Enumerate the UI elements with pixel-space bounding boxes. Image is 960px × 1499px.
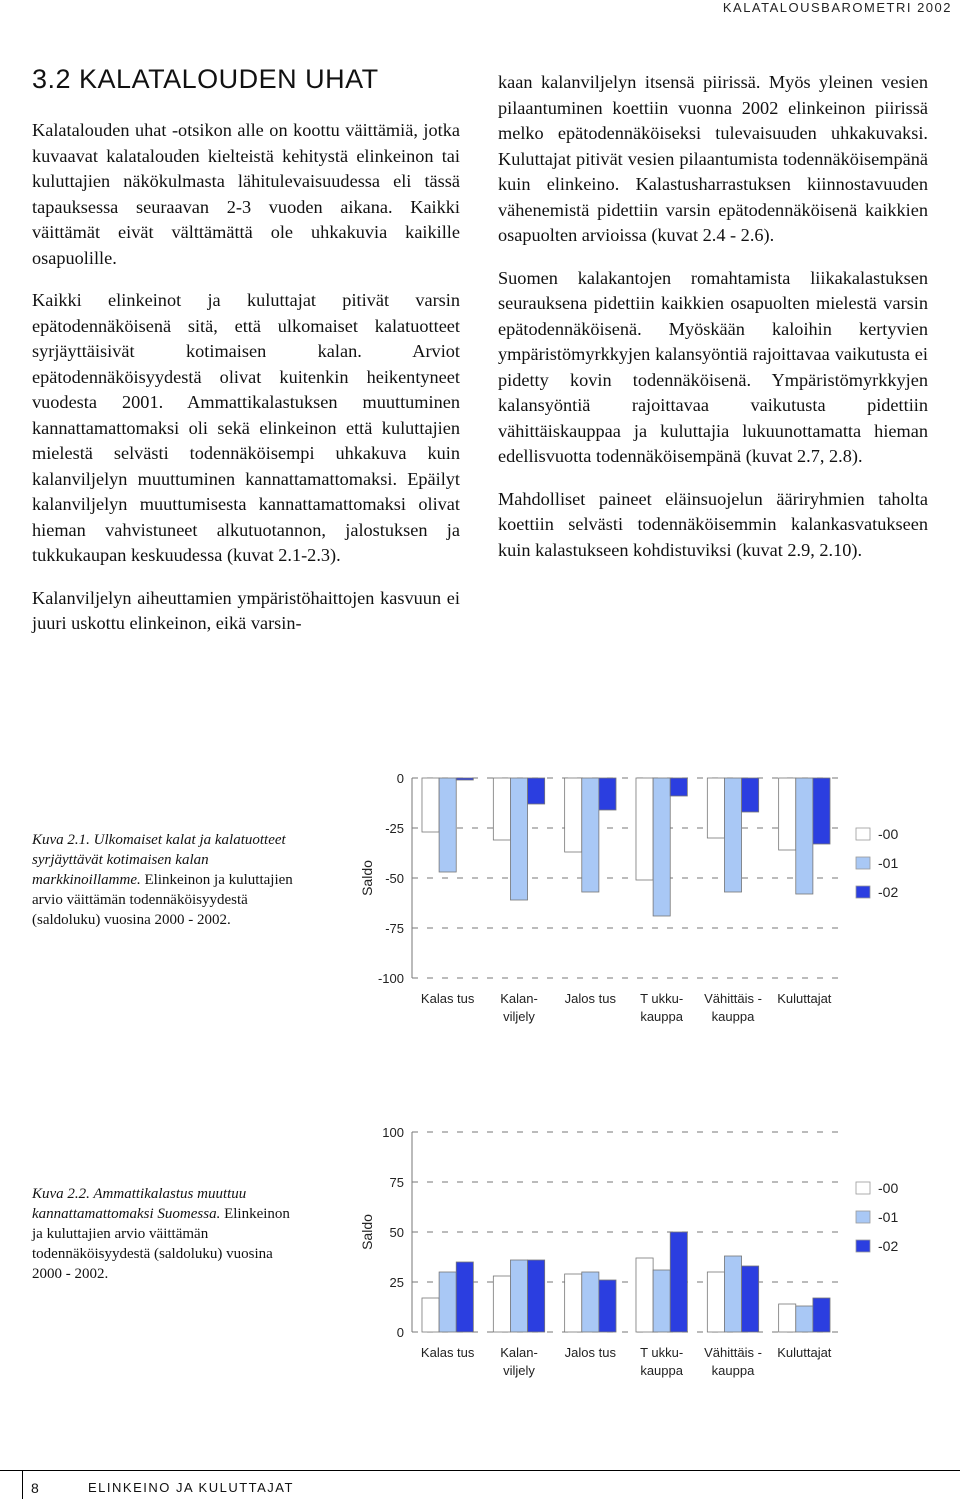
running-header: KALATALOUSBAROMETRI 2002 bbox=[722, 0, 952, 15]
bar bbox=[456, 1262, 473, 1332]
figure2-caption-body: Elinkeinon ja kuluttajien arvio väittämän todennäköisyydestä (saldoluku) vuosina 2000 - 2002. bbox=[32, 1206, 290, 1282]
legend-label: -02 bbox=[878, 1238, 899, 1254]
category-label: viljely bbox=[503, 1009, 535, 1024]
category-label: Kalan- bbox=[500, 1345, 538, 1360]
y-tick-label: 100 bbox=[382, 1125, 404, 1140]
category-label: viljely bbox=[503, 1363, 535, 1378]
bar bbox=[510, 1260, 527, 1332]
bar bbox=[439, 1272, 456, 1332]
category-label: Jalos tus bbox=[564, 991, 616, 1006]
category-label: Kuluttajat bbox=[777, 1345, 832, 1360]
y-axis-title: Saldo bbox=[359, 1214, 375, 1250]
paragraph: Kalanviljelyn aiheuttamien ympäristöhaittojen kasvuun ei juuri uskottu elinkeinon, eikä varsin- bbox=[32, 587, 460, 633]
y-tick-label: 75 bbox=[389, 1175, 404, 1190]
bar bbox=[742, 1266, 759, 1332]
category-label: kauppa bbox=[711, 1363, 755, 1378]
bar bbox=[813, 1298, 830, 1332]
bar bbox=[528, 1260, 545, 1332]
category-label: Vähittäis - bbox=[704, 1345, 762, 1360]
category-label: Kalan- bbox=[500, 991, 538, 1006]
bar bbox=[724, 1256, 741, 1332]
bar bbox=[670, 1232, 687, 1332]
bar bbox=[779, 1304, 796, 1332]
legend-swatch bbox=[856, 1240, 870, 1252]
category-label: kauppa bbox=[640, 1363, 683, 1378]
legend-label: -01 bbox=[878, 1209, 899, 1225]
paragraph: Mahdolliset paineet eläinsuojelun ääriryhmien taholta koettiin selvästi todennäköisemmin kalankasvatukseen kuin kalastukseen kohdistuviksi (kuvat 2.9, 2.10). bbox=[498, 488, 928, 560]
y-tick-label: 0 bbox=[396, 1325, 404, 1340]
y-tick-label: 0 bbox=[396, 771, 404, 786]
legend-label: -00 bbox=[878, 1180, 899, 1196]
y-tick-label: -100 bbox=[377, 971, 404, 986]
bar bbox=[493, 1276, 510, 1332]
page-number: 8 bbox=[31, 1480, 39, 1496]
paragraph: Kalatalouden uhat -otsikon alle on koottu väittämiä, jotka kuvaavat kalatalouden kielteistä kehitystä elinkeinon tai kuluttajien näkökulmasta lähitulevaisuudessa eli tässä tapauksessa seuraavan 2-3 vuoden aikana. Kaikki väittämät eivät välttämättä ole uhkakuvia kaikille osapuolille. bbox=[32, 120, 460, 268]
bar bbox=[582, 1272, 599, 1332]
category-label: T ukku- bbox=[640, 1345, 684, 1360]
legend-label: -00 bbox=[878, 826, 899, 842]
y-tick-label: 25 bbox=[389, 1275, 404, 1290]
y-tick-label: -25 bbox=[385, 821, 404, 836]
legend-label: -02 bbox=[878, 884, 899, 900]
paragraph: Suomen kalakantojen romahtamista liikakalastuksen seurauksena pidettiin kaikkien osapuolten mielestä varsin epätodennäköisenä. Myöskään kaloihin kertyvien ympäristömyrkkyjen kalansyöntiä rajoittavaa vaikutusta ei pidetty kovin todennäköisenä. Ympäristömyrkkyjen kalansyöntiä rajoittavaa vaikutusta pidettiin vähittäiskauppaa ja kuluttajia lukuunottamatta hieman edellisvuotta todennäköisempänä (kuvat 2.7, 2.8). bbox=[498, 267, 928, 466]
category-label: Jalos tus bbox=[564, 1345, 616, 1360]
legend-swatch bbox=[856, 1182, 870, 1194]
bar bbox=[796, 1306, 813, 1332]
category-label: Kalas tus bbox=[420, 991, 475, 1006]
y-axis-title: Saldo bbox=[359, 860, 375, 896]
section-title: 3.2 KALATALOUDEN UHAT bbox=[32, 64, 379, 94]
bar bbox=[636, 1258, 653, 1332]
category-label: T ukku- bbox=[640, 991, 684, 1006]
paragraph: kaan kalanviljelyn itsensä piirissä. Myös yleinen vesien pilaantuminen koettiin vuonna 2002 elinkeinon piirissä melko epätodennäköiseksi tulevaisuuden uhkakuvaksi. Kuluttajat pitivät vesien pilaantumista todennäköisempänä kuin elinkeino. Kalastusharrastuksen kiinnostavuuden vähenemistä pidettiin varsin epätodennäköisenä kaikkien osapuolten arvioissa (kuvat 2.4 - 2.6). bbox=[498, 72, 928, 245]
y-tick-label: -75 bbox=[385, 921, 404, 936]
bar bbox=[599, 1280, 616, 1332]
bar bbox=[565, 1274, 582, 1332]
bar bbox=[707, 1272, 724, 1332]
y-tick-label: 50 bbox=[389, 1225, 404, 1240]
legend-label: -01 bbox=[878, 855, 899, 871]
y-tick-label: -50 bbox=[385, 871, 404, 886]
figure1-caption-body: Elinkeinon ja kuluttajien arvio väittämän todennäköisyydestä (saldoluku) vuosina 2000 - 2002. bbox=[32, 872, 293, 928]
category-label: Kuluttajat bbox=[777, 991, 832, 1006]
bar bbox=[653, 1270, 670, 1332]
category-label: kauppa bbox=[711, 1009, 755, 1024]
category-label: Vähittäis - bbox=[704, 991, 762, 1006]
footer-title: ELINKEINO JA KULUTTAJAT bbox=[88, 1480, 294, 1495]
figure2-caption-title: Kuva 2.2. Ammattikalastus muuttuu kannattamattomaksi Suomessa. bbox=[32, 1186, 247, 1222]
paragraph: Kaikki elinkeinot ja kuluttajat pitivät varsin epätodennäköisenä sitä, että ulkomaiset kalatuotteet syrjäyttäisivät kotimaisen kalan. Arviot epätodennäköisyydestä olivat kuitenkin heikentyneet vuodesta 2001. Ammattikalastuksen muuttuminen kannattamattomaksi oli sekä elinkeinon että kuluttajien mielestä selvästi todennäköisempi uhkakuva kuin kalanviljelyn muuttuminen kannattamattomaksi. Epäilyt kalanviljelyn muuttumisesta kannattamattomaksi olivat hieman vahvistuneet alkutuotannon, jalostuksen ja tukkukaupan keskuudessa (kuvat 2.1-2.3). bbox=[32, 290, 460, 565]
category-label: Kalas tus bbox=[420, 1345, 475, 1360]
figure1-caption-title: Kuva 2.1. Ulkomaiset kalat ja kalatuotteet syrjäyttävät kotimaisen kalan markkinoillamme. bbox=[32, 832, 286, 888]
legend-swatch bbox=[856, 1211, 870, 1223]
footer-rule bbox=[0, 1470, 960, 1471]
category-label: kauppa bbox=[640, 1009, 683, 1024]
page-footer bbox=[0, 1470, 960, 1499]
footer-box bbox=[0, 1470, 23, 1499]
bar bbox=[422, 1298, 439, 1332]
